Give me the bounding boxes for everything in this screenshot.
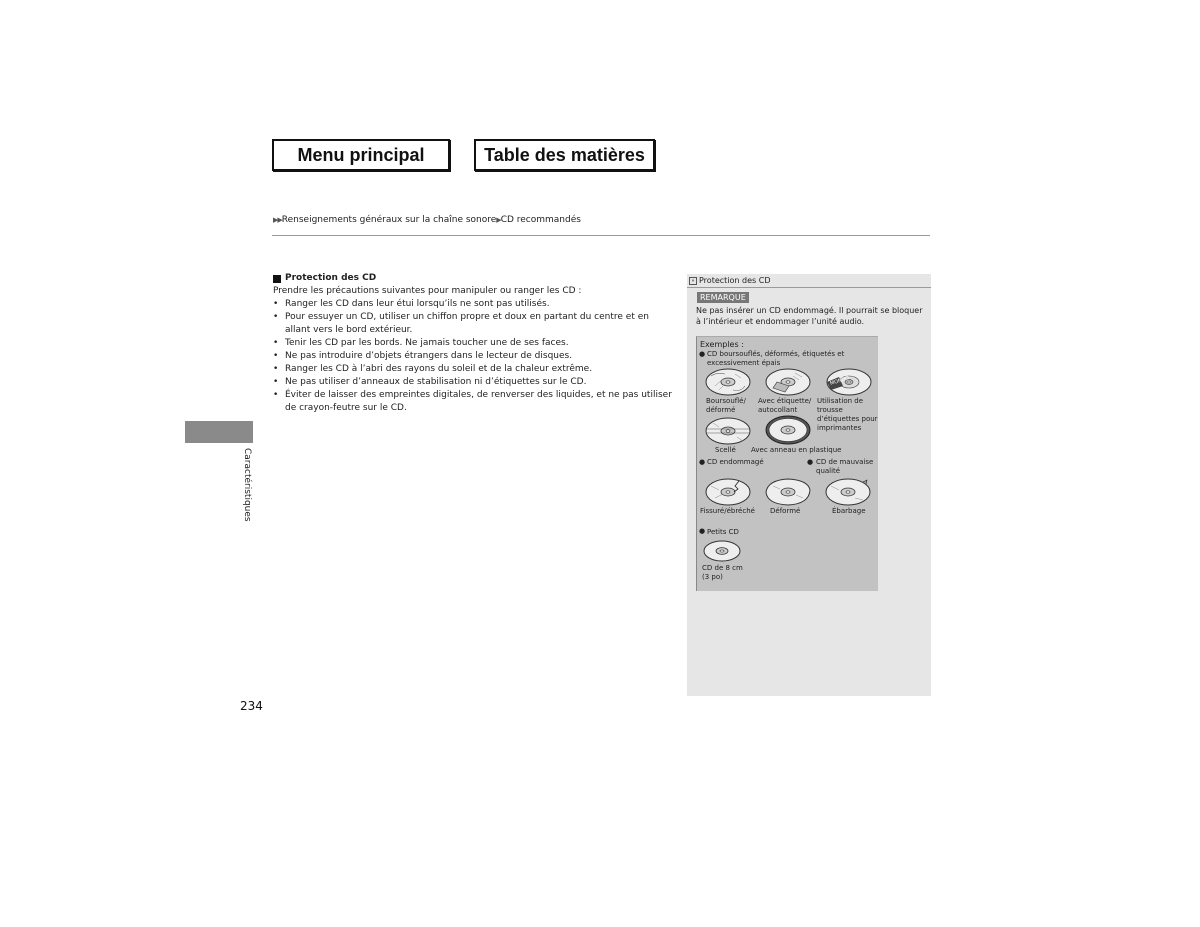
cd-plastic-ring-icon: [765, 415, 811, 445]
main-content: [273, 272, 673, 415]
cd-warped-icon: [765, 478, 811, 506]
sidebar-header-text: Protection des CD: [699, 275, 771, 285]
breadcrumb-arrow-icon: ▶▶: [273, 216, 282, 224]
examples-group-poor-quality: CD de mauvaise qualité: [816, 458, 874, 475]
breadcrumb-link-audio[interactable]: Renseignements généraux sur la chaîne sonore: [281, 215, 497, 225]
section-tab-marker: [185, 421, 253, 443]
bullet-icon: ●: [699, 458, 706, 466]
caption-burr: Ébarbage: [832, 507, 866, 515]
cd-blistered-icon: [705, 368, 751, 396]
caption-warped: Déformé: [770, 507, 801, 515]
caption-cracked: Fissuré/ébréché: [700, 507, 755, 515]
list-item: • Éviter de laisser des empreintes digitales, de renverser des liquides, et ne pas utiliser de crayon-feutre sur le CD.: [273, 389, 673, 415]
caption-plastic-ring: Avec anneau en plastique: [751, 446, 842, 454]
examples-group-damaged: CD endommagé: [707, 458, 764, 466]
list-item: • Ranger les CD à l’abri des rayons du soleil et de la chaleur extrême.: [273, 363, 673, 376]
caption-sealed: Scellé: [715, 446, 736, 454]
caption-sticker: Avec étiquette/ autocollant: [758, 397, 812, 414]
sidebar-note: Ne pas insérer un CD endommagé. Il pourrait se bloquer à l’intérieur et endommager l’unité audio.: [696, 306, 923, 326]
examples-group-small: Petits CD: [707, 528, 739, 536]
list-item: • Ranger les CD dans leur étui lorsqu’ils ne sont pas utilisés.: [273, 298, 673, 311]
examples-figure: [696, 336, 878, 591]
page-number: 234: [240, 699, 263, 713]
examples-group-deformed: CD boursouflés, déformés, étiquetés et excessivement épais: [707, 350, 845, 367]
bullet-icon: ●: [699, 527, 706, 535]
examples-title: Exemples :: [700, 340, 744, 349]
breadcrumb-current: CD recommandés: [500, 215, 581, 225]
section-side-label: Caractéristiques: [242, 448, 252, 522]
sidebar-header: [687, 274, 931, 288]
table-of-contents-button[interactable]: Table des matières: [474, 139, 655, 171]
list-item: • Pour essuyer un CD, utiliser un chiffon propre et doux en partant du centre et en allant vers le bord extérieur.: [273, 311, 673, 337]
section-heading: [273, 272, 673, 285]
list-item: • Tenir les CD par les bords. Ne jamais toucher une de ses faces.: [273, 337, 673, 350]
section-intro: Prendre les précautions suivantes pour manipuler ou ranger les CD :: [273, 286, 582, 296]
cd-burr-icon: [825, 478, 871, 506]
bullet-icon: ●: [807, 458, 814, 466]
note-ref-icon: »: [689, 277, 697, 285]
caption-blistered: Boursouflé/ déformé: [706, 397, 746, 414]
cd-sticker-icon: [765, 368, 811, 396]
cd-small-icon: [703, 540, 741, 562]
list-item: • Ne pas utiliser d’anneaux de stabilisation ni d’étiquettes sur le CD.: [273, 376, 673, 389]
main-menu-button[interactable]: Menu principal: [272, 139, 450, 171]
section-heading-text: Protection des CD: [285, 273, 377, 283]
breadcrumb-arrow-icon: ▶: [496, 216, 501, 224]
disc-brand-label: MONDO: [829, 375, 851, 387]
notes-sidebar: [687, 274, 931, 696]
cd-sealed-icon: [705, 417, 751, 445]
remarque-badge: REMARQUE: [697, 292, 749, 303]
square-bullet-icon: [273, 275, 281, 283]
caption-small-cd: CD de 8 cm (3 po): [702, 564, 743, 581]
breadcrumb: [273, 215, 581, 225]
precaution-list: [273, 298, 673, 415]
caption-label-kit: Utilisation de trousse d’étiquettes pour imprimantes: [817, 397, 878, 432]
cd-cracked-icon: [705, 478, 751, 506]
bullet-icon: ●: [699, 350, 706, 358]
header-divider: [272, 235, 930, 236]
list-item: • Ne pas introduire d’objets étrangers dans le lecteur de disques.: [273, 350, 673, 363]
